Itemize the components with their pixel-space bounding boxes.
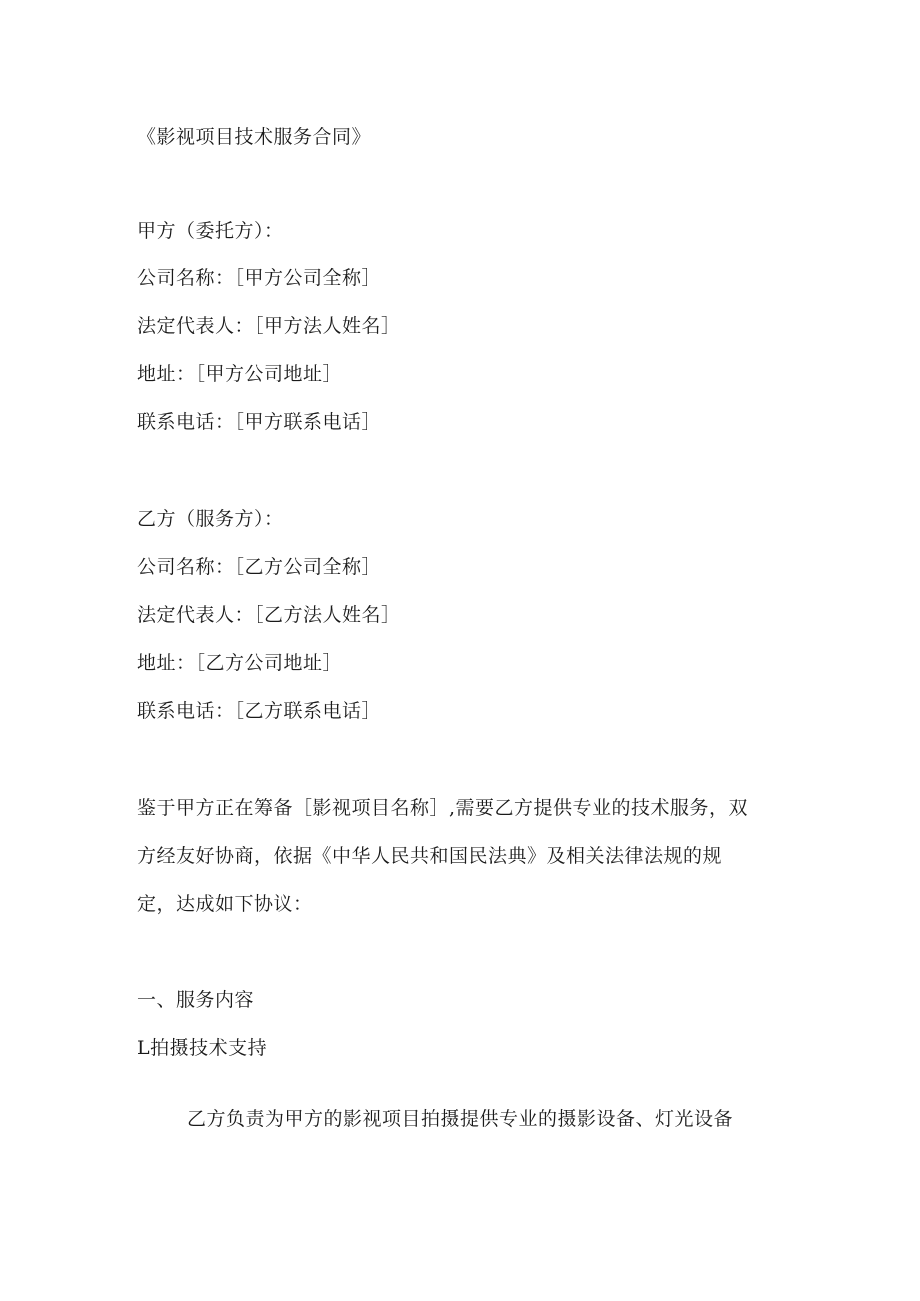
party-a-representative: 法定代表人：［甲方法人姓名］ (137, 315, 401, 337)
section-1-heading: 一、服务内容 (137, 989, 255, 1011)
preamble-line-1: 鉴于甲方正在筹备［影视项目名称］,需要乙方提供专业的技术服务，双 (137, 797, 749, 819)
party-b-representative: 法定代表人：［乙方法人姓名］ (137, 604, 401, 626)
party-b-address: 地址：［乙方公司地址］ (137, 652, 343, 674)
section-1-item-1-body: 乙方负责为甲方的影视项目拍摄提供专业的摄影设备、灯光设备 (187, 1108, 734, 1130)
party-a-heading: 甲方（委托方）： (137, 220, 284, 242)
party-b-company: 公司名称：［乙方公司全称］ (137, 556, 382, 578)
preamble-line-2: 方经友好协商，依据《中华人民共和国民法典》及相关法律法规的规 (137, 845, 723, 867)
section-1-item-1-heading: L拍摄技术支持 (137, 1037, 268, 1059)
party-b-heading: 乙方（服务方）： (137, 508, 284, 530)
party-a-company: 公司名称：［甲方公司全称］ (137, 267, 382, 289)
party-b-phone: 联系电话：［乙方联系电话］ (137, 700, 382, 722)
party-a-address: 地址：［甲方公司地址］ (137, 363, 343, 385)
preamble-line-3: 定，达成如下协议： (137, 893, 313, 915)
party-a-phone: 联系电话：［甲方联系电话］ (137, 411, 382, 433)
contract-title: 《影视项目技术服务合同》 (137, 126, 372, 148)
